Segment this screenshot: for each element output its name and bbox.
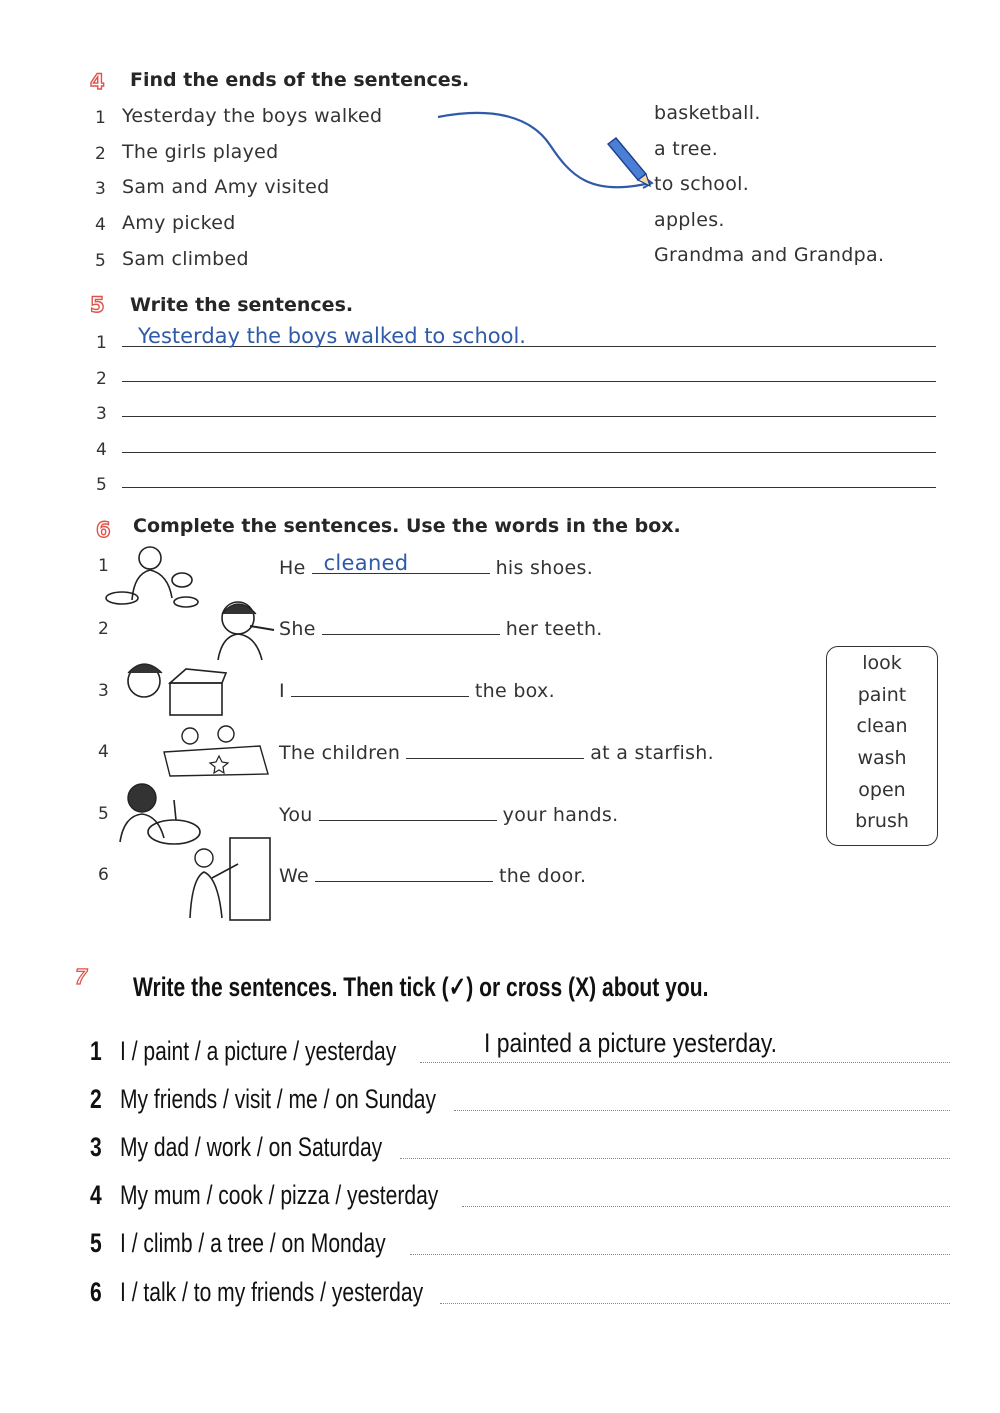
ex6-sentence-end: your hands. [502,804,619,826]
boy-cleaning-shoes-illustration [102,540,202,610]
word-box-word: clean [856,715,908,737]
exercise-5-number: 5 [90,293,105,317]
ex4-start-number: 2 [95,144,106,164]
ex4-start-text: Amy picked [122,212,236,234]
ex4-start-number: 1 [95,108,106,128]
ex5-write-line[interactable] [122,487,936,488]
ex7-item-number: 1 [90,1036,102,1066]
exercise-7-heading: Write the sentences. Then tick (✓) or cross (X) about you. [133,972,709,1002]
ex5-handwritten-answer: Yesterday the boys walked to school. [138,324,526,348]
ex4-ending: basketball. [654,102,761,124]
children-painting-door-illustration [182,834,276,924]
ex6-answer-blank[interactable] [406,738,584,759]
ex7-answer-line[interactable] [420,1062,950,1063]
ex7-prompt: My friends / visit / me / on Sunday [120,1084,437,1114]
ex6-sentence-end: his shoes. [495,557,594,579]
exercise-7-number: 7 [72,964,90,989]
ex7-prompt: My dad / work / on Saturday [120,1132,383,1162]
ex6-sentence [279,553,593,579]
ex7-handwritten-answer: I painted a picture yesterday. [484,1028,777,1058]
ex5-line-number: 1 [96,333,107,353]
exercise-4-heading: Find the ends of the sentences. [130,69,470,91]
ex4-start-text: Yesterday the boys walked [122,105,383,127]
ex5-line-number: 3 [96,404,107,424]
ex6-sentence-start: She [279,618,316,640]
ex7-answer-line[interactable] [400,1158,950,1159]
ex4-ending: apples. [654,209,725,231]
ex4-start-number: 5 [95,251,106,271]
ex6-answer-blank[interactable] [315,861,493,882]
ex6-sentence-start: The children [279,742,401,764]
child-opening-box-illustration [114,655,232,721]
ex5-line-number: 5 [96,475,107,495]
exercise-6-heading: Complete the sentences. Use the words in the box. [133,515,681,537]
word-box-word: open [858,779,906,801]
ex6-item-number: 2 [98,619,109,639]
girl-brushing-teeth-illustration [198,592,278,662]
ex4-start-text: Sam and Amy visited [122,176,330,198]
ex7-prompt: I / paint / a picture / yesterday [120,1036,397,1066]
ex5-write-line[interactable] [122,381,936,382]
ex6-sentence-end: the door. [498,865,587,887]
ex6-sentence-start: He [279,557,306,579]
ex5-write-line[interactable] [122,452,936,453]
ex6-sentence-start: You [279,804,313,826]
ex4-start-text: Sam climbed [122,248,249,270]
ex7-item-number: 3 [90,1132,102,1162]
ex6-item-number: 1 [98,556,109,576]
ex7-prompt: My mum / cook / pizza / yesterday [120,1180,439,1210]
ex6-answer-blank[interactable] [291,676,469,697]
ex7-prompt: I / talk / to my friends / yesterday [120,1277,424,1307]
word-box-word: wash [857,747,907,769]
ex7-answer-line[interactable] [462,1206,950,1207]
exercise-4-number: 4 [90,70,105,94]
ex7-item-number: 2 [90,1084,102,1114]
ex6-item-number: 5 [98,804,109,824]
ex6-sentence-end: at a starfish. [590,742,714,764]
ex6-answer-blank[interactable] [322,614,500,635]
ex6-answer-blank[interactable] [312,553,490,574]
children-looking-at-starfish-illustration [160,722,272,780]
word-box [826,646,938,846]
ex7-answer-line[interactable] [440,1303,950,1304]
exercise-6-number: 6 [96,518,111,542]
ex7-item-number: 4 [90,1180,102,1210]
ex4-ending: to school. [654,173,750,195]
pencil-icon [604,136,652,190]
word-box-word: look [862,652,902,674]
ex6-sentence [279,861,586,887]
ex7-item-number: 6 [90,1277,102,1307]
ex6-item-number: 6 [98,865,109,885]
ex5-line-number: 2 [96,369,107,389]
ex7-answer-line[interactable] [410,1254,950,1255]
word-box-word: brush [855,810,909,832]
ex5-write-line[interactable] [122,416,936,417]
ex6-sentence [279,676,555,702]
ex6-sentence [279,738,714,764]
ex6-sentence-start: I [279,680,285,702]
ex7-item-number: 5 [90,1228,102,1258]
ex4-ending: a tree. [654,138,719,160]
ex7-answer-line[interactable] [454,1110,950,1111]
ex4-start-text: The girls played [122,141,279,163]
ex5-line-number: 4 [96,440,107,460]
ex6-item-number: 4 [98,742,109,762]
ex4-ending: Grandma and Grandpa. [654,244,885,266]
word-box-word: paint [857,684,907,706]
ex6-answer-blank[interactable] [319,800,497,821]
ex6-sentence-end: her teeth. [505,618,603,640]
ex4-start-number: 4 [95,215,106,235]
exercise-5-heading: Write the sentences. [130,294,354,316]
ex6-sentence-start: We [279,865,309,887]
ex6-sentence [279,614,603,640]
ex4-start-number: 3 [95,179,106,199]
ex6-sentence [279,800,618,826]
ex6-item-number: 3 [98,681,109,701]
ex6-handwritten-answer: cleaned [323,551,409,575]
ex6-sentence-end: the box. [474,680,555,702]
ex7-prompt: I / climb / a tree / on Monday [120,1228,386,1258]
